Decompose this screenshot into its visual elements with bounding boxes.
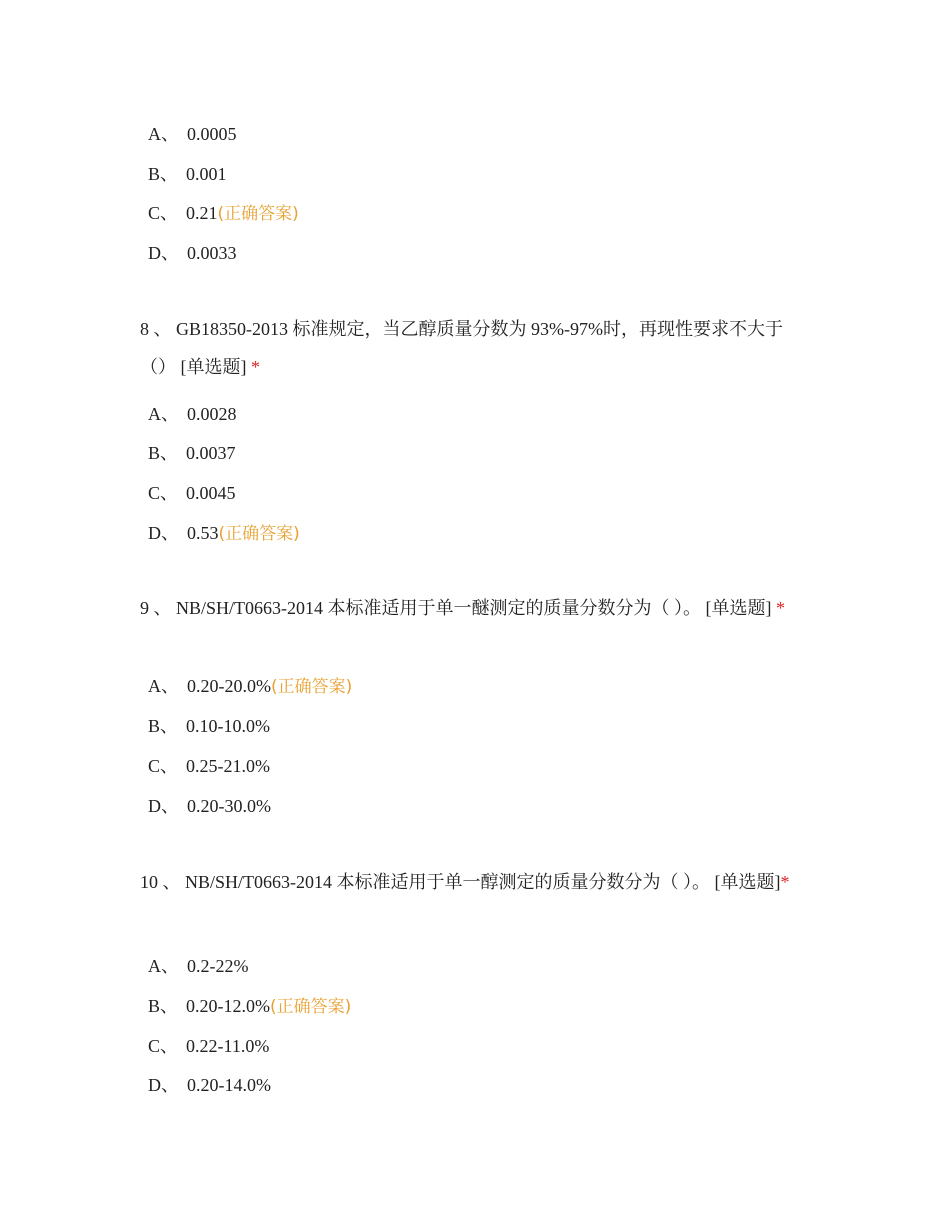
question-type: [单选题] <box>714 872 781 892</box>
question-text: NB/SH/T0663-2014 本标准适用于单一醇测定的质量分数分为（ ）。 <box>185 872 711 892</box>
option-b[interactable] <box>148 994 351 1019</box>
option-letter: B、 <box>148 443 179 463</box>
option-b[interactable] <box>148 162 227 187</box>
required-star: * <box>251 357 260 377</box>
option-letter: D、 <box>148 523 179 543</box>
option-a[interactable] <box>148 954 249 979</box>
correct-answer-label: (正确答案) <box>271 677 353 697</box>
option-value: 0.0045 <box>186 483 236 503</box>
question-title <box>140 863 812 901</box>
option-b[interactable] <box>148 441 236 466</box>
option-letter: C、 <box>148 483 179 503</box>
option-a[interactable] <box>148 674 352 699</box>
option-value: 0.001 <box>186 164 227 184</box>
option-d[interactable] <box>148 794 271 819</box>
option-value: 0.21 <box>186 203 218 223</box>
option-value: 0.0005 <box>187 124 237 144</box>
option-letter: A、 <box>148 956 179 976</box>
correct-answer-label: (正确答案) <box>217 204 299 224</box>
option-letter: B、 <box>148 996 179 1016</box>
option-d[interactable] <box>148 521 300 546</box>
option-value: 0.10-10.0% <box>186 716 271 736</box>
question-number: 8 、 <box>140 319 172 339</box>
option-value: 0.20-20.0% <box>187 676 271 696</box>
option-a[interactable] <box>148 402 237 427</box>
option-letter: D、 <box>148 796 179 816</box>
option-letter: B、 <box>148 164 179 184</box>
option-value: 0.0028 <box>187 404 237 424</box>
required-star: * <box>776 598 786 618</box>
option-value: 0.25-21.0% <box>186 756 271 776</box>
option-value: 0.53 <box>187 523 219 543</box>
option-letter: D、 <box>148 1075 179 1095</box>
option-letter: C、 <box>148 203 179 223</box>
option-letter: C、 <box>148 756 179 776</box>
option-value: 0.0037 <box>186 443 236 463</box>
option-c[interactable] <box>148 1034 269 1059</box>
question-text: GB18350-2013 标准规定，当乙醇质量分数为 93%-97%时，再现性要求不大于（） <box>140 319 783 377</box>
option-letter: A、 <box>148 124 179 144</box>
option-letter: A、 <box>148 404 179 424</box>
question-number: 10 、 <box>140 872 181 892</box>
option-d[interactable] <box>148 241 237 266</box>
option-value: 0.20-14.0% <box>187 1075 271 1095</box>
option-a[interactable] <box>148 122 237 147</box>
option-c[interactable] <box>148 201 299 226</box>
option-c[interactable] <box>148 481 236 506</box>
option-letter: C、 <box>148 1036 179 1056</box>
required-star: * <box>780 872 790 892</box>
question-type: [单选题] <box>705 598 772 618</box>
question-type: [单选题] <box>180 357 247 377</box>
question-text: NB/SH/T0663-2014 本标准适用于单一醚测定的质量分数分为（ ）。 <box>176 598 702 618</box>
question-title <box>140 310 812 386</box>
option-c[interactable] <box>148 754 270 779</box>
question-title <box>140 591 812 625</box>
option-value: 0.22-11.0% <box>186 1036 270 1056</box>
option-b[interactable] <box>148 714 270 739</box>
option-value: 0.20-30.0% <box>187 796 271 816</box>
option-letter: B、 <box>148 716 179 736</box>
question-number: 9 、 <box>140 598 172 618</box>
option-letter: A、 <box>148 676 179 696</box>
correct-answer-label: (正确答案) <box>270 997 352 1017</box>
option-value: 0.0033 <box>187 243 237 263</box>
option-value: 0.20-12.0% <box>186 996 271 1016</box>
correct-answer-label: (正确答案) <box>218 524 300 544</box>
option-letter: D、 <box>148 243 179 263</box>
option-value: 0.2-22% <box>187 956 249 976</box>
option-d[interactable] <box>148 1073 271 1098</box>
